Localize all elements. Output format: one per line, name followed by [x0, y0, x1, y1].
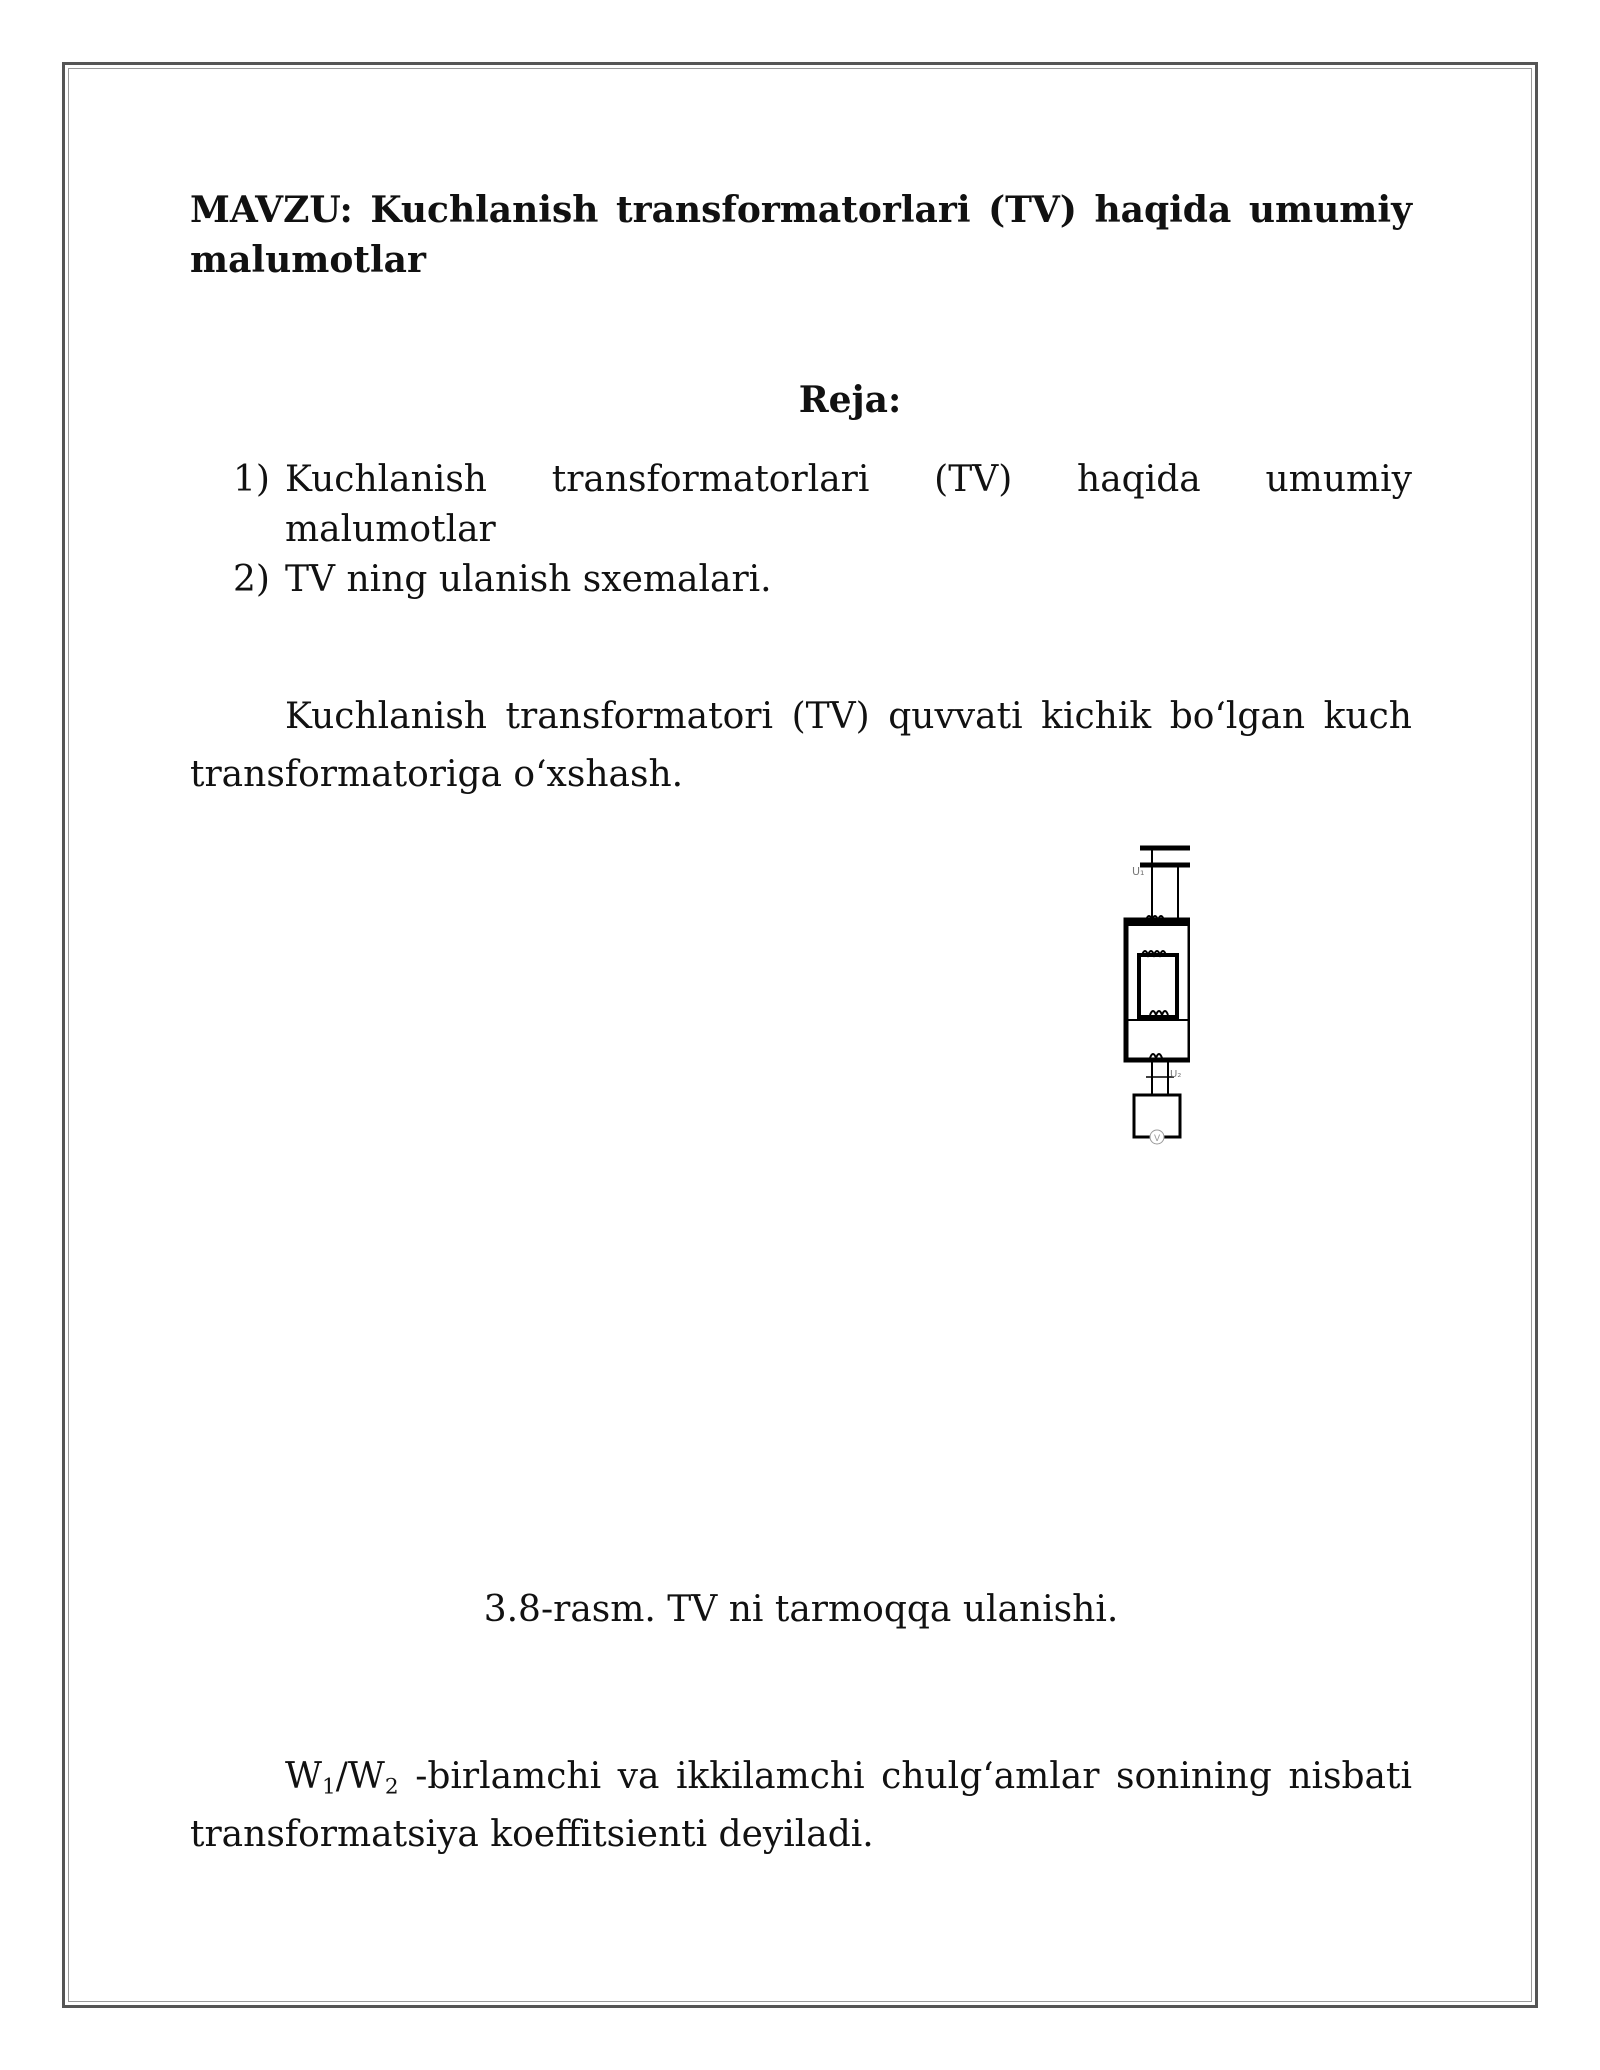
plan-item-1 [190, 455, 1412, 555]
w1-symbol: W [285, 1756, 323, 1797]
plan-heading: Reja: [798, 379, 902, 421]
paragraph-ratio [190, 1748, 1412, 1864]
transformer-core [1139, 955, 1177, 1017]
page-border [62, 62, 1538, 2008]
primary-voltage-label: U₁ [1132, 865, 1145, 878]
transformer-tank [1126, 920, 1190, 1060]
figure-caption: 3.8-rasm. TV ni tarmoqqa ulanishi. [483, 1589, 1119, 1630]
transformer-diagram [1040, 815, 1190, 1145]
topic-title: MAVZU: Kuchlanish transformatorlari (TV) haqida umumiy malumotlar [190, 189, 1412, 281]
plan-list [190, 455, 1412, 605]
plan-item-text: Kuchlanish transformatorlari (TV) haqida umumiy malumotlar [285, 459, 1412, 550]
secondary-voltage-label: U₂ [1170, 1069, 1182, 1080]
plan-item-number: 2) [233, 559, 270, 600]
ratio-text: -birlamchi va ikkilamchi chulg‘amlar sonining nisbati transformatsiya koeffitsienti deyiladi. [190, 1756, 1412, 1855]
secondary-coil [1150, 1011, 1168, 1015]
w2-subscript: 2 [384, 1774, 399, 1800]
plan-item-number: 1) [233, 459, 270, 500]
document-content [190, 185, 1412, 1855]
w2-symbol: /W [335, 1756, 385, 1797]
voltmeter-label: V [1154, 1134, 1161, 1144]
secondary-coil-bottom [1150, 1054, 1162, 1058]
paragraph-intro: Kuchlanish transformatori (TV) quvvati kichik bo‘lgan kuch transformatoriga o‘xshash. [190, 696, 1412, 795]
w1-subscript: 1 [322, 1774, 336, 1800]
plan-item-2 [190, 555, 1412, 605]
plan-item-text: TV ning ulanish sxemalari. [285, 559, 772, 600]
